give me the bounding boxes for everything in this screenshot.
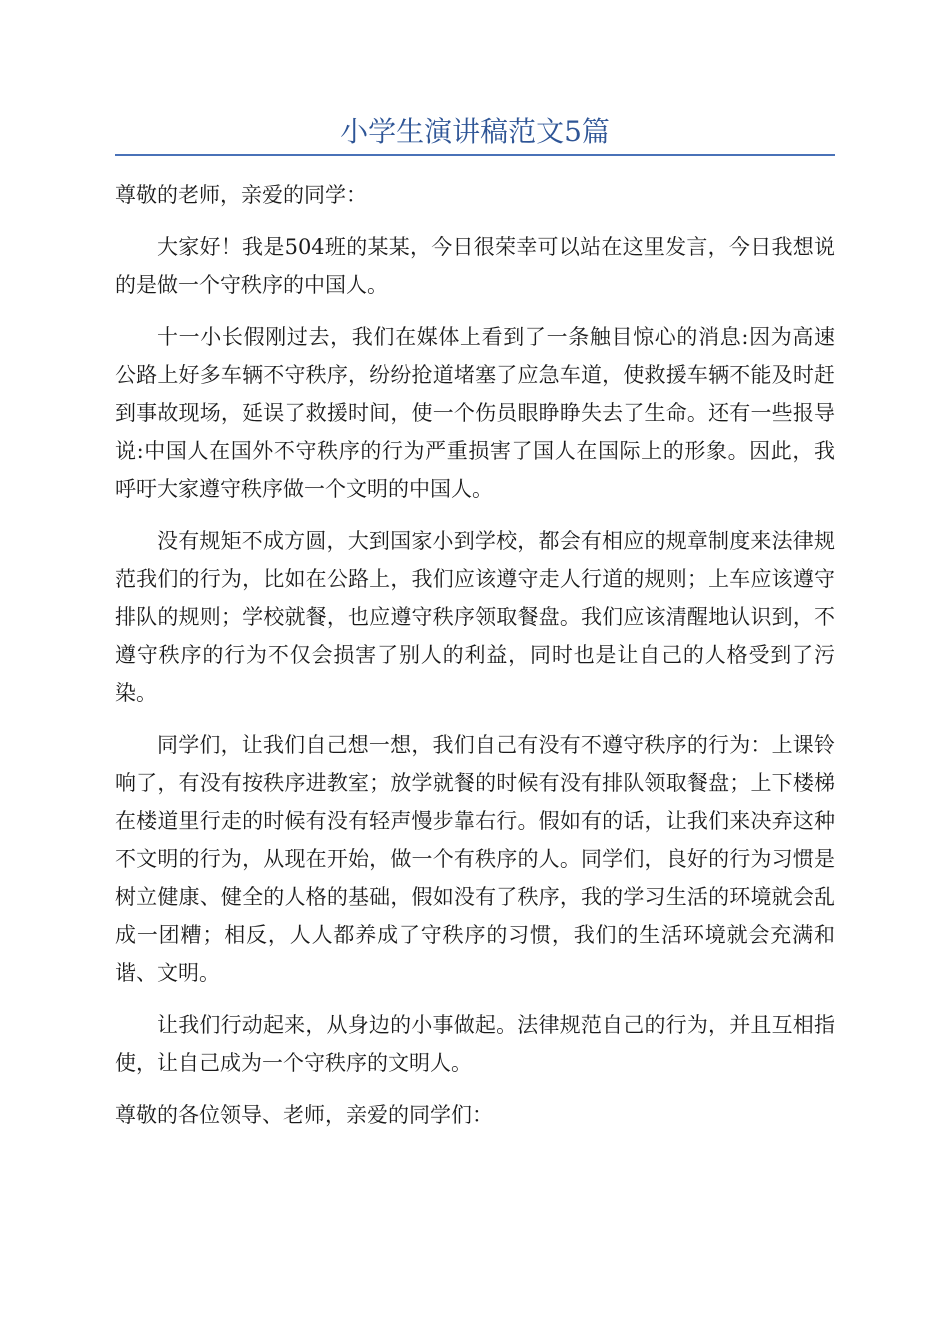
salutation-paragraph: 尊敬的老师，亲爱的同学： (115, 183, 367, 207)
salutation-paragraph: 尊敬的各位领导、老师，亲爱的同学们： (115, 1103, 493, 1127)
body-paragraph: 没有规矩不成方圆，大到国家小到学校，都会有相应的规章制度来法律规范我们的行为，比如在公路上，我们应该遵守走人行道的规则；上车应该遵守排队的规则；学校就餐，也应遵守秩序领取餐盘。我们应该清醒地认识到，不遵守秩序的行为不仅会损害了别人的利益，同时也是让自己的人格受到了污染。 (115, 529, 835, 705)
document-body (115, 176, 835, 1134)
body-paragraph: 让我们行动起来，从身边的小事做起。法律规范自己的行为，并且互相指使，让自己成为一个守秩序的文明人。 (115, 1013, 835, 1075)
body-paragraph: 同学们，让我们自己想一想，我们自己有没有不遵守秩序的行为：上课铃响了，有没有按秩序进教室；放学就餐的时候有没有排队领取餐盘；上下楼梯在楼道里行走的时候有没有轻声慢步靠右行。假如有的话，让我们来决弃这种不文明的行为，从现在开始，做一个有秩序的人。同学们，良好的行为习惯是树立健康、健全的人格的基础，假如没有了秩序，我的学习生活的环境就会乱成一团糟；相反，人人都养成了守秩序的习惯，我们的生活环境就会充满和谐、文明。 (115, 733, 835, 985)
body-paragraph: 十一小长假刚过去，我们在媒体上看到了一条触目惊心的消息:因为高速公路上好多车辆不守秩序，纷纷抢道堵塞了应急车道，使救援车辆不能及时赶到事故现场，延误了救援时间，使一个伤员眼睁睁失去了生命。还有一些报导说:中国人在国外不守秩序的行为严重损害了国人在国际上的形象。因此，我呼吁大家遵守秩序做一个文明的中国人。 (115, 325, 835, 501)
title-underline (115, 154, 835, 156)
document-title: 小学生演讲稿范文5篇 (340, 115, 610, 148)
body-paragraph: 大家好！我是504班的某某，今日很荣幸可以站在这里发言，今日我想说的是做一个守秩序的中国人。 (115, 235, 835, 297)
